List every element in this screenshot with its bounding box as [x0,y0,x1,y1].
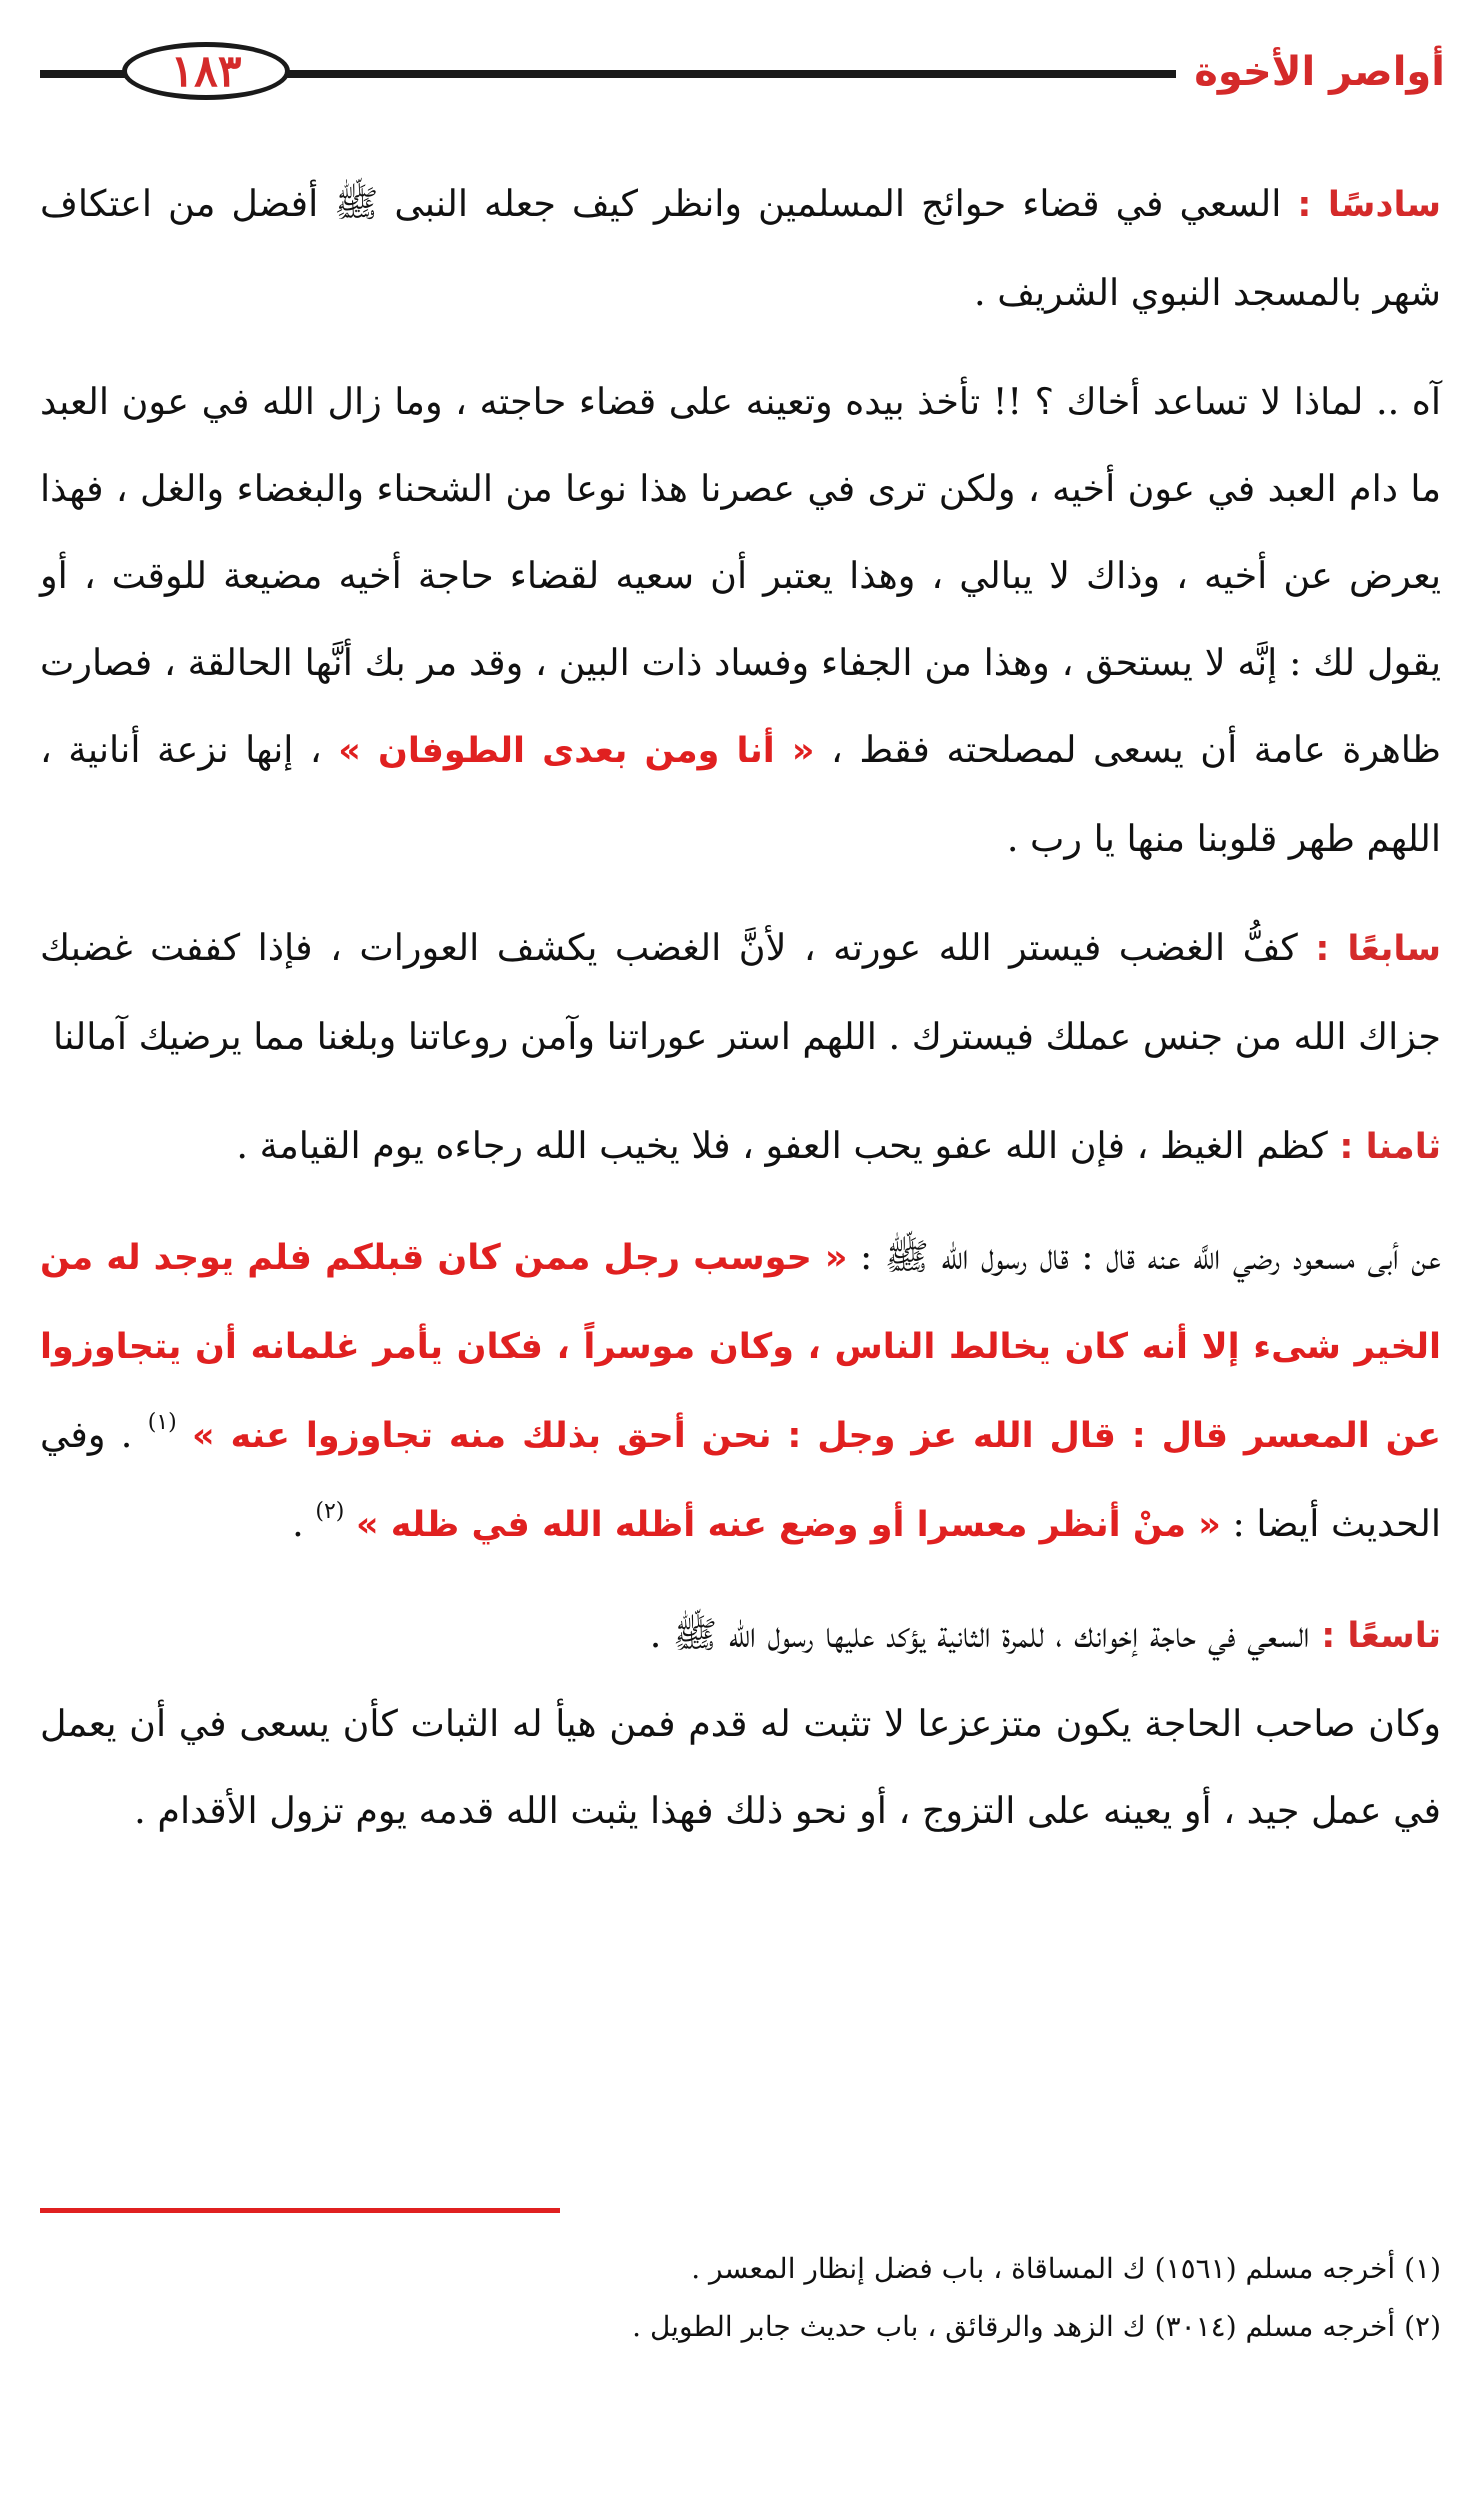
footnote-divider [40,2208,560,2213]
text-helping-end: ، إنها نزعة أنانية ، اللهم طهر قلوبنا منها يا رب . [40,728,1441,860]
text-sixth: السعي في قضاء حوائج المسلمين وانظر كيف جعله النبى ﷺ أفضل من اعتكاف شهر بالمسجد النبوي الشريف . [40,182,1441,314]
text-last: وكان صاحب الحاجة يكون متزعزعا لا تثبت له قدم فمن هيأ له الثبات كأن يسعى في أن يعمل في عمل جيد ، أو يعينه على التزوج ، أو نحو ذلك فهذا يثبت الله قدمه يوم تزول الأقدام . [40,1702,1441,1832]
book-title: أواصر الأخوة [1176,42,1445,102]
label-ninth: تاسعًا : [1321,1616,1441,1656]
paragraph-hadith [40,1213,1441,1569]
hadith-quote-2: « منْ أنظر معسرا أو وضع عنه أظله الله في ظله » [355,1505,1221,1545]
footnote-2: (٢) أخرجه مسلم (٣٠١٤) ك الزهد والرقائق ، باب حديث جابر الطويل . [632,2310,1441,2343]
label-seventh: سابعًا : [1315,929,1441,969]
footnote-ref-2: (٢) [315,1499,345,1524]
hadith-intro: عن أبى مسعود رضي اللَّه عنه قال : قال رسول الله ﷺ : [859,1235,1441,1278]
label-eighth: ثامنا : [1339,1127,1441,1167]
footnote-ref-1: (١) [147,1410,177,1435]
quote-after-me-the-flood: « أنا ومن بعدى الطوفان » [338,731,815,771]
text-eighth: كظم الغيظ ، فإن الله عفو يحب العفو ، فلا يخيب الله رجاءه يوم القيامة . [236,1124,1328,1167]
paragraph-helping [40,358,1441,882]
page-header [40,42,1445,102]
label-sixth: سادسًا : [1297,185,1442,225]
text-seventh: كفُّ الغضب فيستر الله عورته ، لأنَّ الغضب يكشف العورات ، فإذا كففت غضبك جزاك الله من جنس عملك فيسترك . اللهم استر عوراتنا وآمن روعاتنا وبلغنا مما يرضيك آمالنا [40,926,1441,1058]
hadith-mid: . وفي الحديث أيضا : [40,1413,1441,1545]
paragraph-seventh [40,904,1441,1080]
page-body [40,160,1441,1854]
text-helping: آه .. لماذا لا تساعد أخاك ؟ !! تأخذ بيده وتعينه على قضاء حاجته ، وما زال الله في عون العبد ما دام العبد في عون أخيه ، ولكن ترى في عصرنا هذا نوعا من الشحناء والبغضاء والغل ، فهذا يعرض عن أخيه ، وذاك لا يبالي ، وهذا يعتبر أن سعيه لقضاء حاجة أخيه مضيعة للوقت ، أو يقول لك : إنَّه لا يستحق ، وهذا من الجفاء وفساد ذات البين ، وقد مر بك أنَّها الحالقة ، فصارت ظاهرة عامة أن يسعى لمصلحته فقط ، [40,380,1441,771]
page-number: ١٨٣ [122,42,290,100]
paragraph-eighth [40,1102,1441,1191]
footnote-1: (١) أخرجه مسلم (١٥٦١) ك المساقاة ، باب فضل إنظار المعسر . [691,2252,1441,2285]
hadith-quote-1: « حوسب رجل ممن كان قبلكم فلم يوجد له من الخير شىء إلا أنه كان يخالط الناس ، وكان موسراً ، فكان يأمر غلمانه أن يتجاوزوا عن المعسر قال : قال الله عز وجل : نحن أحق بذلك منه تجاوزوا عنه » [40,1238,1442,1456]
paragraph-sixth [40,160,1441,336]
paragraph-ninth [40,1591,1441,1854]
hadith-end: . [292,1502,304,1545]
text-ninth: السعي في حاجة إخوانك ، للمرة الثانية يؤكد عليها رسول الله ﷺ . [649,1613,1310,1656]
footnotes [40,2240,1441,2356]
